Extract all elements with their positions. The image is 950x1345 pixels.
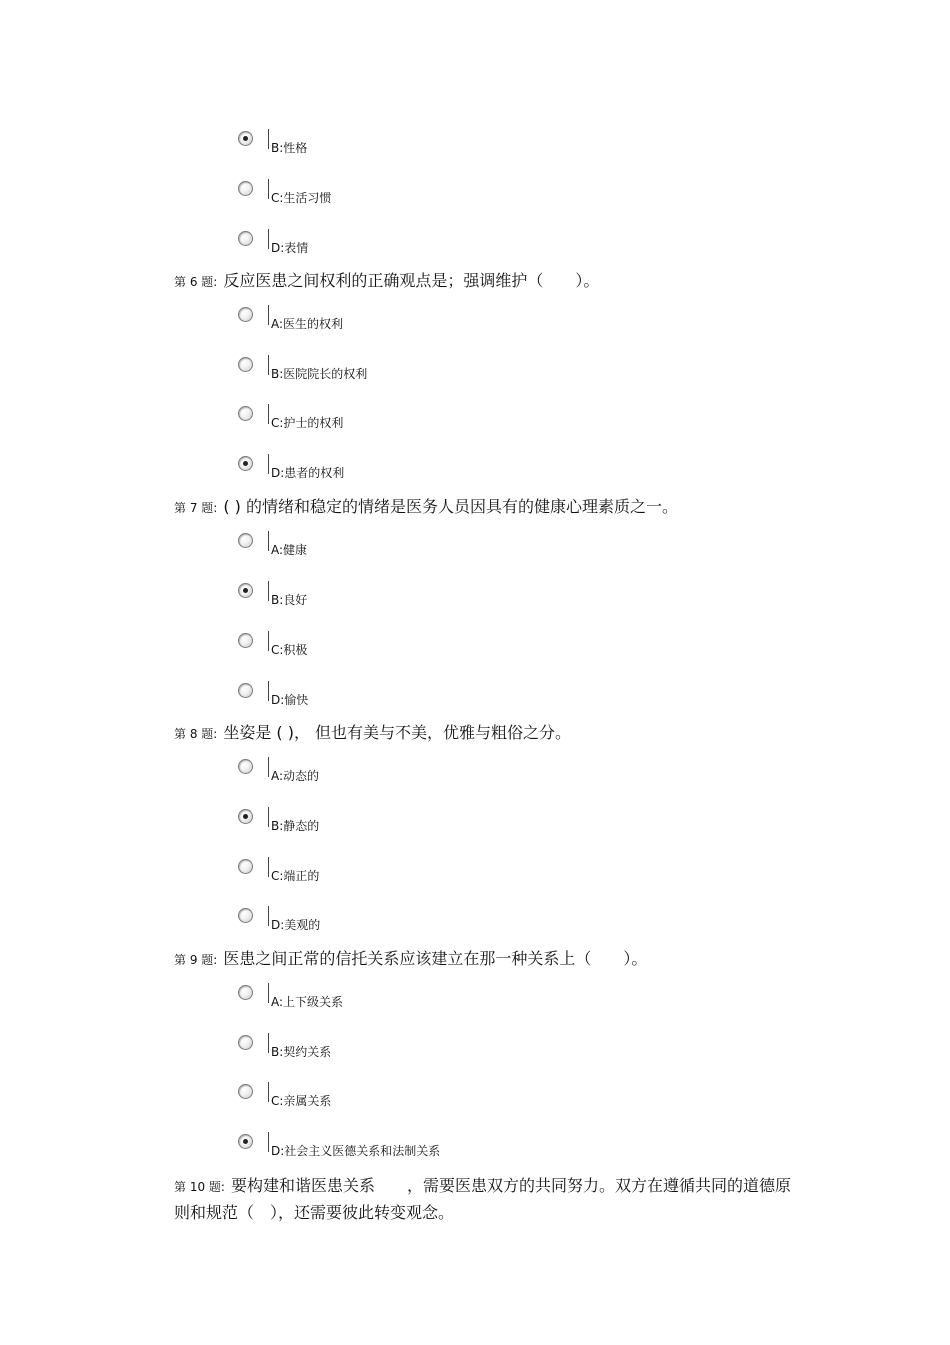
- radio-button[interactable]: [238, 1035, 253, 1050]
- option-divider: [268, 404, 269, 424]
- option-divider: [268, 179, 269, 199]
- option-label: A:医生的权利: [271, 317, 344, 331]
- question-text: ( ) 的情绪和稳定的情绪是医务人员因具有的健康心理素质之一。: [223, 497, 678, 516]
- question-text: 反应医患之间权利的正确观点是；强调维护（ ）。: [223, 271, 600, 290]
- option-label: D:表情: [271, 241, 309, 255]
- radio-button[interactable]: [238, 231, 253, 246]
- question-9-title: [174, 946, 794, 973]
- option-divider: [268, 1132, 269, 1152]
- option-divider: [268, 757, 269, 777]
- option-label: C:积极: [271, 643, 308, 657]
- option-divider: [268, 1082, 269, 1102]
- radio-button[interactable]: [238, 1084, 253, 1099]
- option-divider: [268, 906, 269, 926]
- option-label: D:社会主义医德关系和法制关系: [271, 1144, 441, 1158]
- option-divider: [268, 681, 269, 701]
- question-8-title: [174, 720, 794, 747]
- radio-button[interactable]: [238, 908, 253, 923]
- option-divider: [268, 1033, 269, 1053]
- option-divider: [268, 129, 269, 149]
- radio-button[interactable]: [238, 985, 253, 1000]
- option-divider: [268, 857, 269, 877]
- question-number: 第 7 题:: [174, 501, 218, 515]
- radio-button[interactable]: [238, 181, 253, 196]
- option-label: C:端正的: [271, 869, 320, 883]
- question-text: 要构建和谐医患关系 ，需要医患双方的共同努力。双方在遵循共同的道德原则和规范（ ），还需要彼此转变观念。: [174, 1176, 791, 1222]
- radio-button-selected[interactable]: [238, 1134, 253, 1149]
- option-divider: [268, 454, 269, 474]
- option-divider: [268, 807, 269, 827]
- option-divider: [268, 531, 269, 551]
- question-text: 坐姿是 ( )， 但也有美与不美，优雅与粗俗之分。: [223, 723, 572, 742]
- radio-button-selected[interactable]: [238, 809, 253, 824]
- option-label: D:愉快: [271, 693, 309, 707]
- radio-button-selected[interactable]: [238, 131, 253, 146]
- question-number: 第 9 题:: [174, 953, 218, 967]
- option-label: B:医院院长的权利: [271, 367, 368, 381]
- option-label: A:动态的: [271, 769, 320, 783]
- option-label: B:良好: [271, 593, 308, 607]
- option-label: C:护士的权利: [271, 416, 344, 430]
- option-divider: [268, 355, 269, 375]
- radio-button-selected[interactable]: [238, 583, 253, 598]
- option-divider: [268, 229, 269, 249]
- question-number: 第 8 题:: [174, 727, 218, 741]
- question-text: 医患之间正常的信托关系应该建立在那一种关系上（ ）。: [223, 949, 648, 968]
- option-label: C:生活习惯: [271, 191, 332, 205]
- option-label: B:性格: [271, 141, 308, 155]
- radio-button[interactable]: [238, 633, 253, 648]
- option-divider: [268, 581, 269, 601]
- radio-button[interactable]: [238, 357, 253, 372]
- question-number: 第 10 题:: [174, 1180, 225, 1194]
- option-label: B:契约关系: [271, 1045, 332, 1059]
- radio-button[interactable]: [238, 307, 253, 322]
- question-10-title: [174, 1173, 794, 1226]
- option-label: A:上下级关系: [271, 995, 344, 1009]
- question-number: 第 6 题:: [174, 275, 218, 289]
- question-7-title: [174, 494, 794, 521]
- radio-button[interactable]: [238, 859, 253, 874]
- option-label: A:健康: [271, 543, 308, 557]
- option-divider: [268, 631, 269, 651]
- option-divider: [268, 305, 269, 325]
- option-label: D:美观的: [271, 918, 321, 932]
- radio-button[interactable]: [238, 683, 253, 698]
- option-label: C:亲属关系: [271, 1094, 332, 1108]
- option-label: B:静态的: [271, 819, 320, 833]
- question-6-title: [174, 268, 794, 295]
- radio-button-selected[interactable]: [238, 456, 253, 471]
- option-divider: [268, 983, 269, 1003]
- radio-button[interactable]: [238, 759, 253, 774]
- radio-button[interactable]: [238, 533, 253, 548]
- option-label: D:患者的权利: [271, 466, 345, 480]
- radio-button[interactable]: [238, 406, 253, 421]
